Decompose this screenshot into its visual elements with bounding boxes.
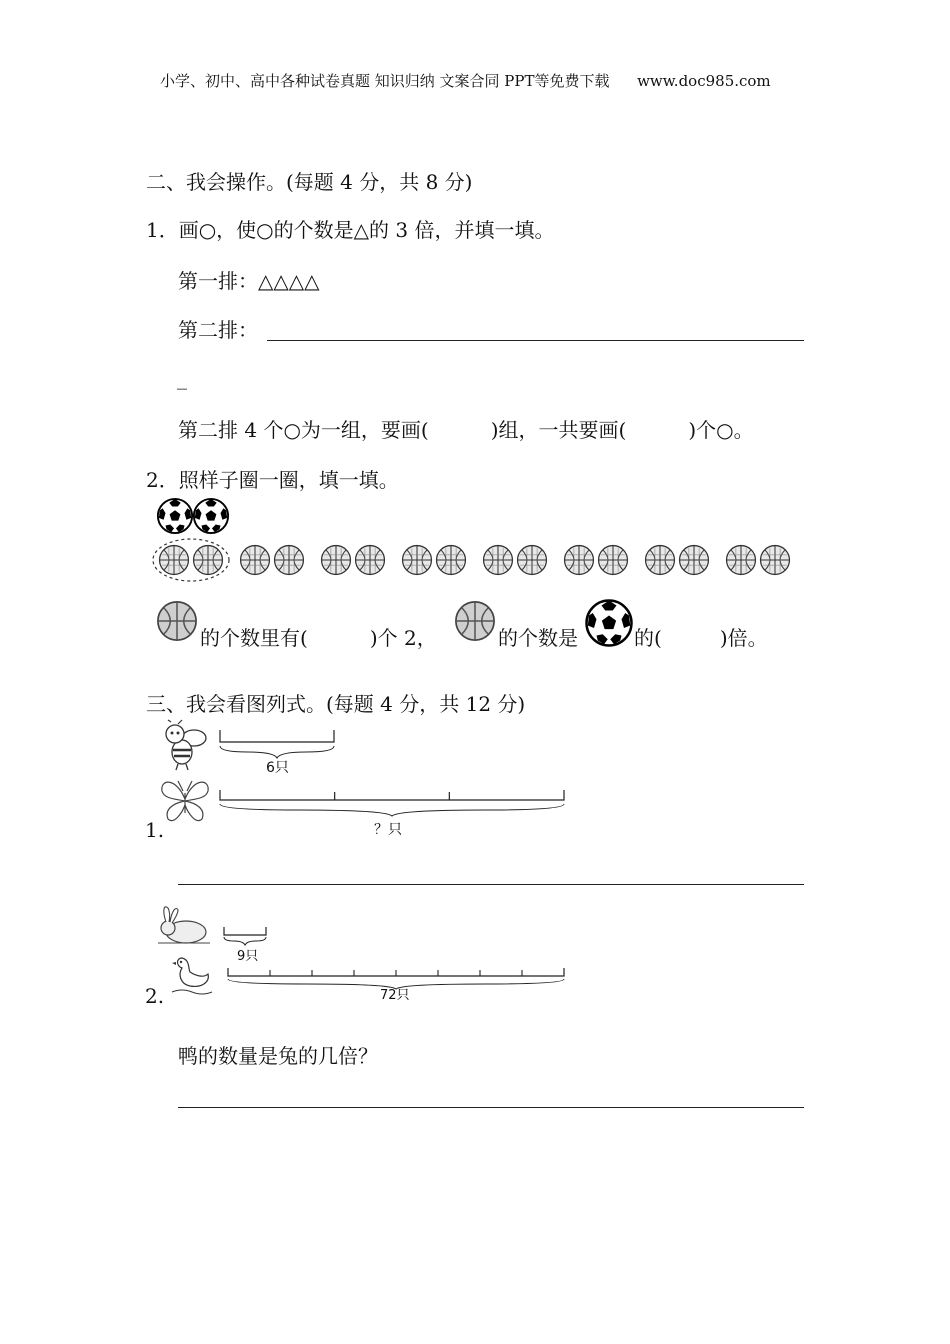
rabbit-icon: [156, 902, 212, 946]
q1-fill-sentence: [178, 414, 754, 443]
basketball-icon: [518, 546, 547, 575]
header-text: 小学、初中、高中各种试卷真题 知识归纳 文案合同 PPT等免费下载: [160, 72, 610, 90]
q1-prompt: 1．画○，使○的个数是△的 3 倍，并填一填。: [146, 218, 555, 242]
basketball-icon: [727, 546, 756, 575]
q2-fill-part2: )个 2，: [369, 626, 437, 650]
section-3-title: 三、我会看图列式。(每题 4 分，共 12 分): [146, 692, 526, 716]
section-2-title: 二、我会操作。(每题 4 分，共 8 分): [146, 170, 473, 194]
rabbit-bar: [222, 925, 272, 947]
row1-label: 第一排：: [178, 269, 258, 293]
row2-label: 第二排：: [178, 318, 258, 342]
basketball-icon: [275, 546, 304, 575]
duck-icon: [170, 952, 214, 996]
basketball-icon: [484, 546, 513, 575]
basketball-icon: [156, 600, 198, 642]
duck-label: 72只: [380, 988, 410, 1003]
basketball-icon: [403, 546, 432, 575]
row2-answer-line[interactable]: [267, 340, 804, 341]
row1: [178, 265, 320, 294]
stray-mark: _: [177, 366, 187, 390]
basketball-icon: [565, 546, 594, 575]
basketball-icon: [599, 546, 628, 575]
basketball-icon: [356, 546, 385, 575]
q1-fill-part1: 第二排 4 个○为一组，要画(: [178, 418, 429, 442]
s3-q2-answer-line[interactable]: [178, 1107, 804, 1108]
basketball-icon: [454, 600, 496, 642]
triangle-icons: △△△△: [258, 269, 320, 293]
s3-q2-question: 鸭的数量是兔的几倍？: [178, 1044, 378, 1068]
soccer-balls: [156, 497, 232, 535]
q2-fill-part5: )倍。: [719, 626, 768, 650]
butterfly-label: ？只: [374, 822, 402, 838]
basketball-icon: [241, 546, 270, 575]
q2-prompt: 2．照样子圈一圈，填一填。: [146, 468, 399, 492]
q2-fill-part1: 的个数里有(: [200, 626, 308, 650]
basketball-icon: [680, 546, 709, 575]
q2-fill-part4: 的(: [634, 626, 662, 650]
basketball-icon: [646, 546, 675, 575]
basketball-icon: [194, 546, 223, 575]
s3-q2-number: 2.: [145, 984, 165, 1008]
s3-q1-number: 1.: [145, 818, 165, 842]
q1-fill-part3: )个○。: [688, 418, 754, 442]
basketball-icon: [437, 546, 466, 575]
soccer-ball-icon: [194, 499, 228, 533]
header-url: www.doc985.com: [637, 72, 771, 90]
soccer-ball-icon: [584, 598, 634, 648]
s3-q1-answer-line[interactable]: [178, 884, 804, 885]
q2-fill-part3: 的个数是: [498, 626, 578, 650]
rabbit-label: 9只: [237, 949, 259, 964]
soccer-ball-icon: [158, 499, 192, 533]
q1-fill-part2: )组，一共要画(: [490, 418, 627, 442]
page-header: [160, 70, 771, 91]
butterfly-icon: [158, 777, 212, 825]
basketball-icon: [761, 546, 790, 575]
basketball-row: [152, 538, 802, 582]
bee-icon: [160, 720, 210, 772]
basketball-icon: [322, 546, 351, 575]
q2-fill-sentence: [156, 600, 796, 650]
bee-label: 6只: [266, 760, 289, 776]
basketball-icon: [160, 546, 189, 575]
